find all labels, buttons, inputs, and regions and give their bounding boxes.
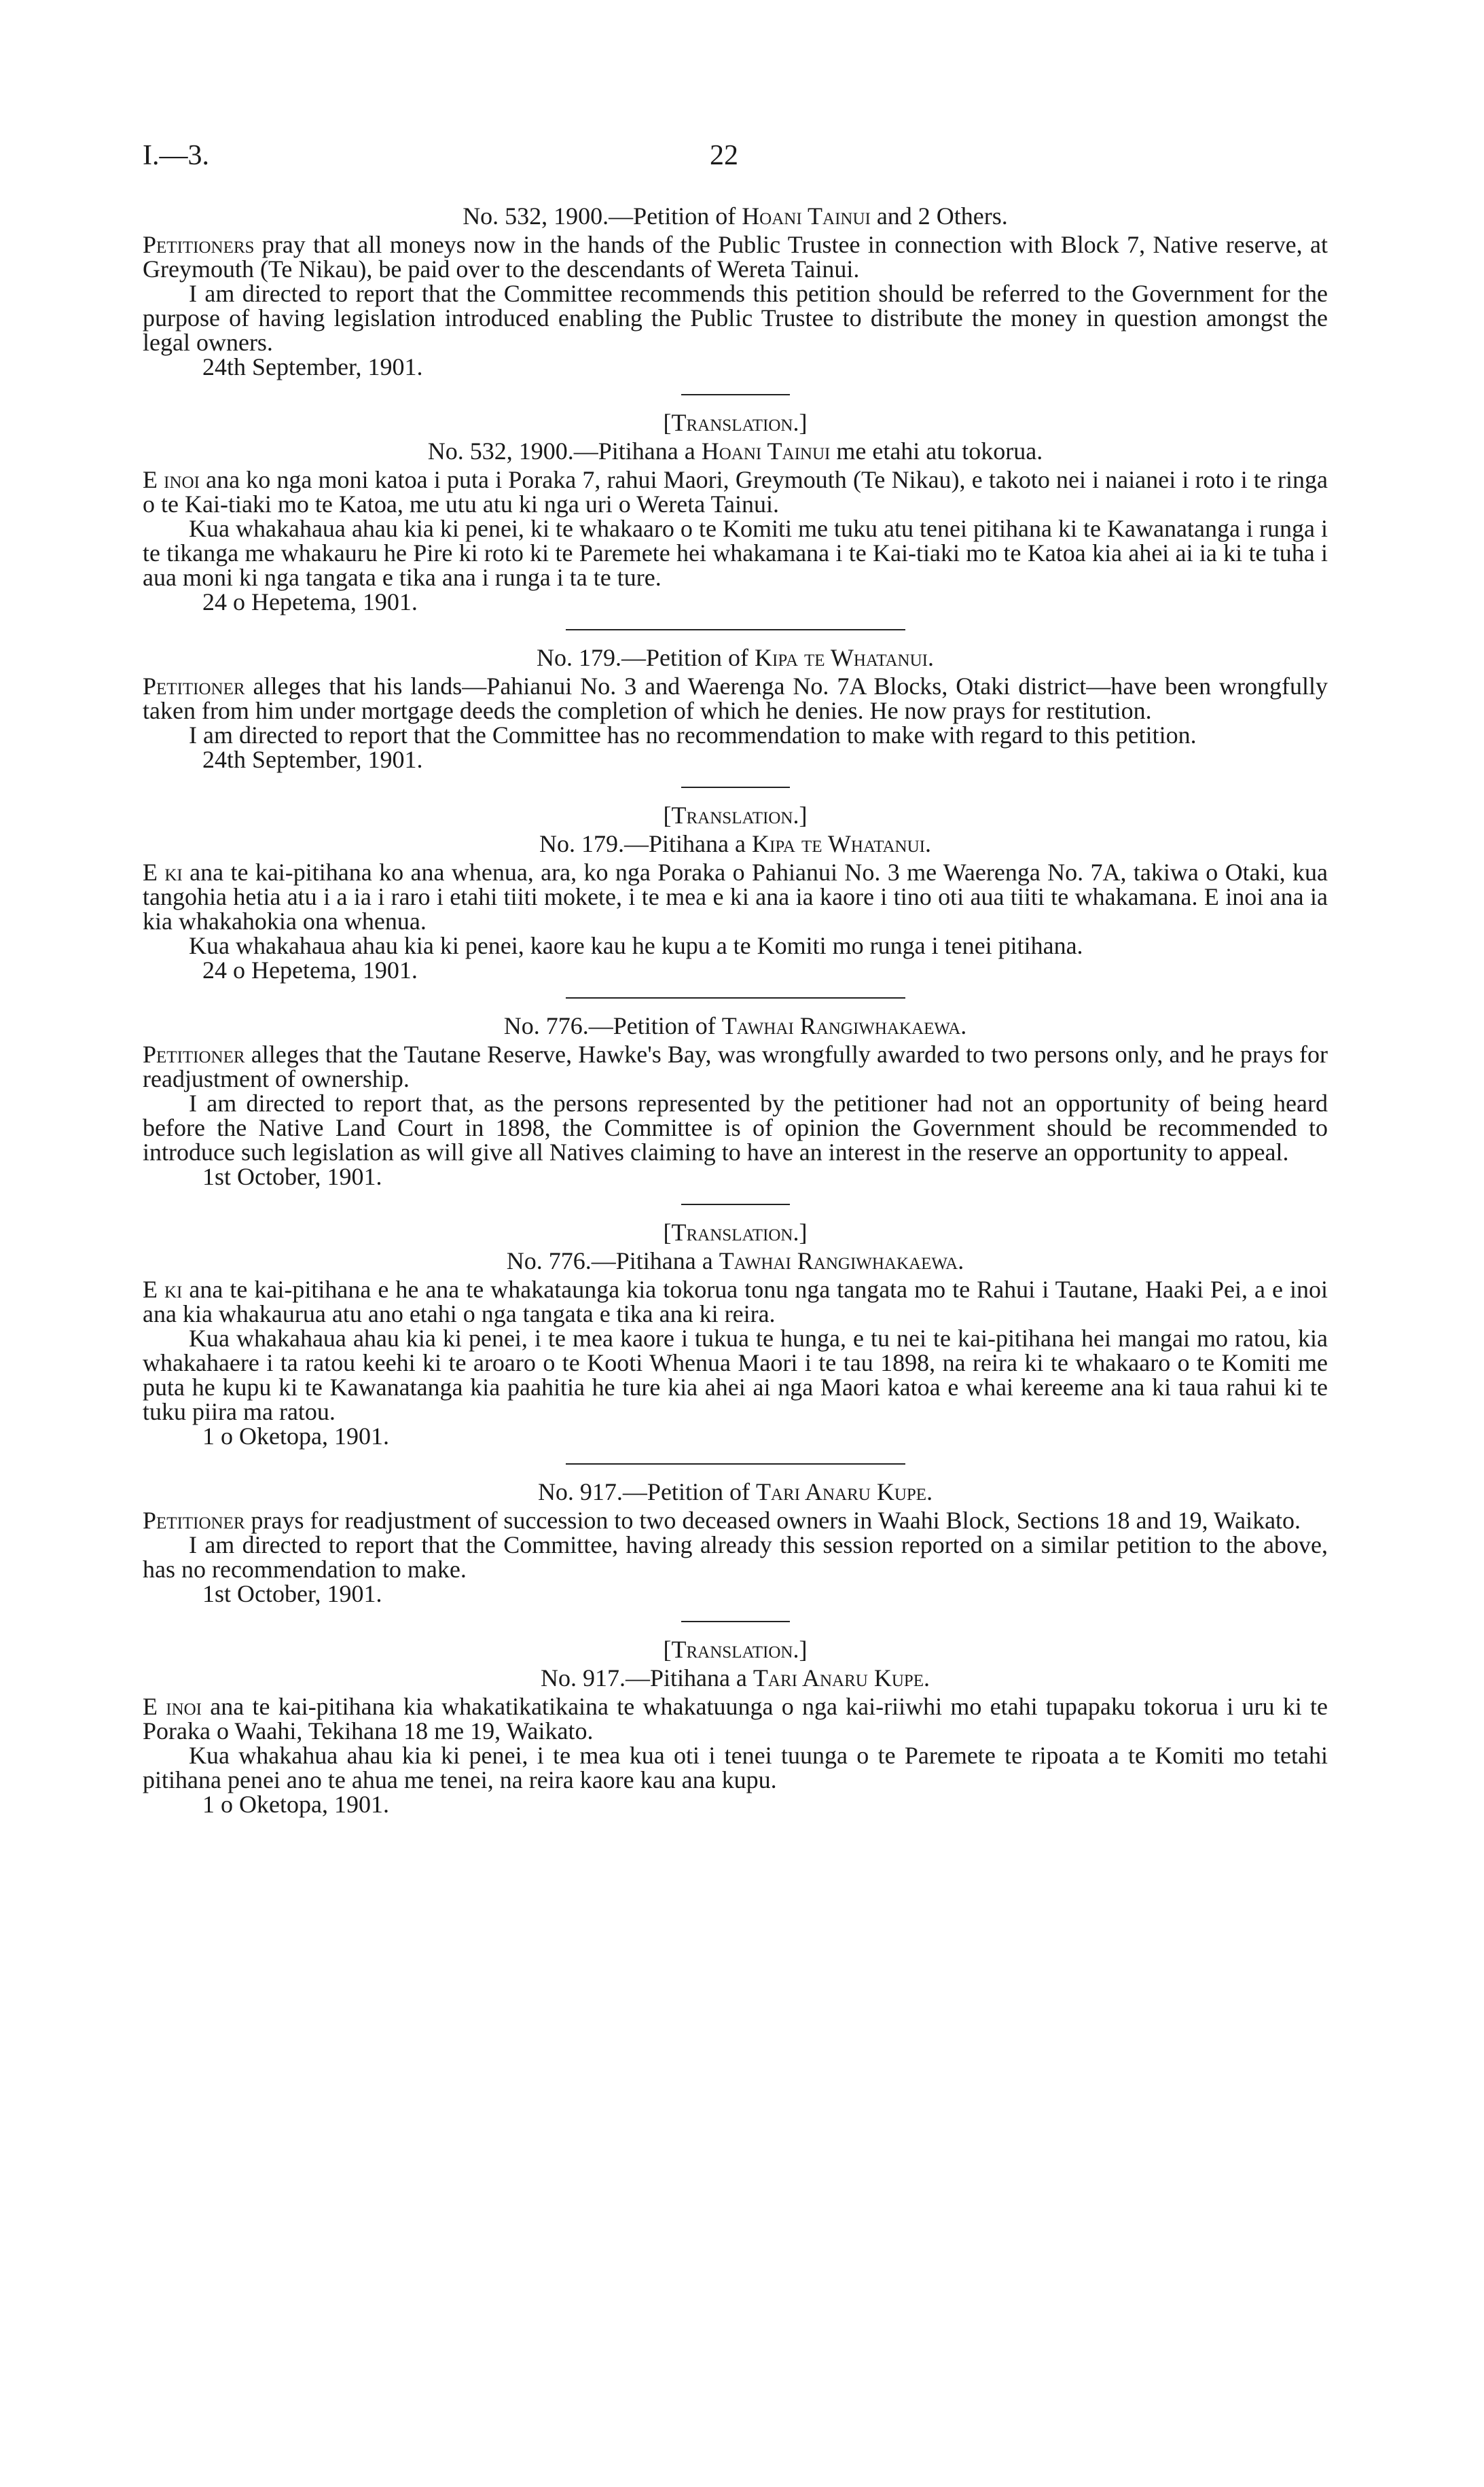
report-date: 1 o Oketopa, 1901.	[202, 1423, 389, 1450]
committee-report: I am directed to report that, as the persons represented by the petitioner had not an opportunity of being heard before the Native Land Court in 1898, the Committee is of opinion the Government should be recommended to introduce such legislation as will give all Natives claiming to have an interest in the reserve an opportunity to appeal.	[143, 1090, 1328, 1166]
petition-summary: Petitioner prays for readjustment of succession to two deceased owners in Waahi Block, Sections 18 and 19, Waikato.	[143, 1507, 1301, 1534]
petition-section	[143, 204, 1328, 379]
petition-heading: No. 917.—Petition of Tari Anaru Kupe.	[537, 1478, 933, 1505]
petition-summary: E ki ana te kai-pitihana e he ana te whakataunga kia tokorua tonu nga tangata mo te Rahui i Tautane, Haaki Pei, a e inoi ana kia whakaurua atu ano etahi o nga tangata e tika ana ki reira.	[143, 1276, 1328, 1327]
petitioner-name: Tawhai Rangiwhakaewa	[719, 1247, 958, 1274]
translation-label: [Translation.]	[663, 802, 808, 829]
petition-heading: No. 532, 1900.—Petition of Hoani Tainui and 2 Others.	[463, 202, 1008, 230]
section-divider	[681, 787, 790, 788]
report-date: 24 o Hepetema, 1901.	[202, 956, 418, 984]
petition-summary: E ki ana te kai-pitihana ko ana whenua, ara, ko nga Poraka o Pahianui No. 3 me Waerenga No. 7A, takiwa o Otaki, kua tangohia hetia atu i a ia i raro i etahi tiiti mokete, i te mea e ki ana ia kaore i tino oti aua tiiti te whakamana. E inoi ana ia kia whakahokia ona whenua.	[143, 859, 1328, 935]
committee-report: Kua whakahaua ahau kia ki penei, kaore kau he kupu a te Komiti mo runga i tenei pitihana.	[189, 932, 1083, 959]
page-reference: I.—3.	[143, 140, 209, 171]
section-divider	[681, 394, 790, 395]
petition-heading: No. 532, 1900.—Pitihana a Hoani Tainui me etahi atu tokorua.	[427, 437, 1043, 465]
petition-summary: E inoi ana ko nga moni katoa i puta i Poraka 7, rahui Maori, Greymouth (Te Nikau), e takoto nei i naianei i roto i te ringa o te Kai-tiaki mo te Katoa, me utu atu ki nga uri o Wereta Tainui.	[143, 466, 1328, 518]
committee-report: Kua whakahua ahau kia ki penei, i te mea kua oti i tenei tuunga o te Paremete te ripoata a te Komiti mo tetahi pitihana penei ano te ahua me tenei, na reira kaore kau ana kupu.	[143, 1742, 1328, 1793]
section-divider	[566, 629, 905, 630]
committee-report: Kua whakahaua ahau kia ki penei, i te mea kaore i tukua te hunga, e tu nei te kai-pitihana hei mangai mo ratou, kia whakahaere i ta ratou keehi ki te aroaro o te Kooti Whenua Maori i te tau 1898, na reira ki te whakaaro o te Komiti me puta he kupu ki te Kawanatanga kia paahitia he ture kia ahei ai nga Maori katoa e whai kereeme ana ki taua rahui ki te tuku piira ma ratou.	[143, 1325, 1328, 1425]
report-date: 1 o Oketopa, 1901.	[202, 1791, 389, 1818]
report-date: 24th September, 1901.	[202, 746, 423, 773]
page-number: 22	[710, 140, 738, 171]
translation-section	[143, 410, 1328, 614]
petitioner-name: Kipa te Whatanui	[755, 644, 928, 671]
petition-summary: Petitioner alleges that his lands—Pahianui No. 3 and Waerenga No. 7A Blocks, Otaki district—have been wrongfully taken from him under mortgage deeds the completion of which he denies. He now prays for restitution.	[143, 673, 1328, 724]
report-date: 24th September, 1901.	[202, 353, 423, 380]
committee-report: I am directed to report that the Committee has no recommendation to make with regard to this petition.	[189, 721, 1197, 749]
petition-heading: No. 917.—Pitihana a Tari Anaru Kupe.	[540, 1664, 930, 1692]
petition-section	[143, 1014, 1328, 1189]
translation-section	[143, 803, 1328, 982]
petitioner-name: Kipa te Whatanui	[752, 830, 925, 857]
section-divider	[566, 1463, 905, 1465]
report-date: 24 o Hepetema, 1901.	[202, 588, 418, 615]
petition-summary: E inoi ana te kai-pitihana kia whakatikatikaina te whakatuunga o nga kai-riiwhi mo etahi tupapaku tokorua i uru ki te Poraka o Waahi, Tekihana 18 me 19, Waikato.	[143, 1693, 1328, 1745]
committee-report: I am directed to report that the Committee recommends this petition should be referred to the Government for the purpose of having legislation introduced enabling the Public Trustee to distribute the money in question amongst the legal owners.	[143, 280, 1328, 356]
translation-label: [Translation.]	[663, 1636, 808, 1663]
petitioner-name: Tari Anaru Kupe	[755, 1478, 927, 1505]
translation-section	[143, 1637, 1328, 1817]
petition-summary: Petitioners pray that all moneys now in the hands of the Public Trustee in connection with Block 7, Native reserve, at Greymouth (Te Nikau), be paid over to the descendants of Wereta Tainui.	[143, 231, 1328, 283]
petition-summary: Petitioner alleges that the Tautane Reserve, Hawke's Bay, was wrongfully awarded to two persons only, and he prays for readjustment of ownership.	[143, 1041, 1328, 1092]
petition-heading: No. 776.—Petition of Tawhai Rangiwhakaewa.	[503, 1012, 967, 1039]
committee-report: Kua whakahaua ahau kia ki penei, ki te whakaaro o te Komiti me tuku atu tenei pitihana ki te Kawanatanga i runga i te tikanga me whakauru he Pire ki roto ki te Paremete hei whakamana i te Kai-tiaki mo te Katoa kia ahei ai ia ki te tuha i aua moni ki nga tangata e tika ana i runga i ta te ture.	[143, 515, 1328, 591]
petition-heading: No. 179.—Pitihana a Kipa te Whatanui.	[539, 830, 931, 857]
petitioner-name: Tawhai Rangiwhakaewa	[721, 1012, 961, 1039]
committee-report: I am directed to report that the Committee, having already this session reported on a similar petition to the above, has no recommendation to make.	[143, 1531, 1328, 1583]
petition-heading: No. 179.—Petition of Kipa te Whatanui.	[537, 644, 934, 671]
petition-section	[143, 645, 1328, 772]
report-date: 1st October, 1901.	[202, 1580, 382, 1607]
section-divider	[681, 1204, 790, 1205]
translation-label: [Translation.]	[663, 1219, 808, 1246]
petitioner-name: Hoani Tainui	[742, 202, 871, 230]
petition-heading: No. 776.—Pitihana a Tawhai Rangiwhakaewa.	[506, 1247, 964, 1274]
document-body	[143, 204, 1328, 1817]
section-divider	[681, 1621, 790, 1622]
translation-label: [Translation.]	[663, 409, 808, 436]
report-date: 1st October, 1901.	[202, 1163, 382, 1190]
petition-section	[143, 1480, 1328, 1606]
petitioner-name: Hoani Tainui	[701, 437, 831, 465]
section-divider	[566, 997, 905, 999]
petitioner-name: Tari Anaru Kupe	[753, 1664, 924, 1692]
translation-section	[143, 1220, 1328, 1448]
